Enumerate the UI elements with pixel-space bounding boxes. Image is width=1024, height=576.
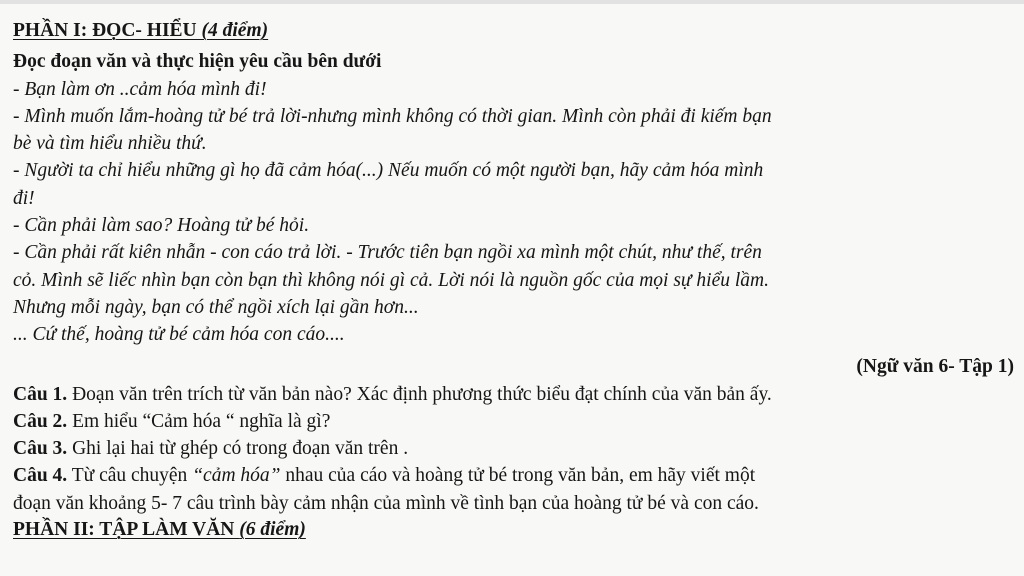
passage-line: bè và tìm hiểu nhiều thứ. bbox=[13, 133, 207, 155]
part2-score: (6 điểm) bbox=[239, 519, 306, 541]
question-3-label: Câu 3. bbox=[13, 438, 68, 460]
question-1-text: Đoạn văn trên trích từ văn bản nào? Xác định phương thức biểu đạt chính của văn bản ấy. bbox=[67, 383, 772, 405]
question-2-text: Em hiểu “Cảm hóa “ nghĩa là gì? bbox=[67, 410, 331, 432]
question-3 bbox=[13, 435, 1015, 462]
question-4-label: Câu 4. bbox=[13, 465, 68, 487]
question-2-label: Câu 2. bbox=[13, 410, 68, 432]
part1-heading bbox=[13, 17, 1015, 44]
part2-title: PHẦN II: TẬP LÀM VĂN bbox=[13, 519, 240, 541]
passage-line: cỏ. Mình sẽ liếc nhìn bạn còn bạn thì không nói gì cả. Lời nói là nguồn gốc của mọi sự hiểu lầm. bbox=[13, 269, 769, 291]
passage-line: đi! bbox=[13, 187, 35, 209]
passage-line: Nhưng mỗi ngày, bạn có thể ngồi xích lại gần hơn... bbox=[13, 296, 419, 318]
part1-score: (4 điểm) bbox=[201, 20, 269, 41]
question-4-term: “cảm hóa” bbox=[192, 465, 281, 487]
question-4 bbox=[13, 462, 1015, 489]
page-top-edge bbox=[0, 0, 1024, 4]
reading-instruction: Đọc đoạn văn và thực hiện yêu cầu bên dưới bbox=[13, 51, 382, 73]
passage-line: - Người ta chỉ hiểu những gì họ đã cảm hóa(...) Nếu muốn có một người bạn, hãy cảm hóa mình bbox=[13, 160, 764, 182]
passage bbox=[13, 76, 1015, 349]
passage-line: - Bạn làm ơn ..cảm hóa mình đi! bbox=[13, 78, 267, 100]
question-4-continued: đoạn văn khoảng 5- 7 câu trình bày cảm nhận của mình về tình bạn của hoàng tử bé và con cáo. bbox=[13, 492, 759, 514]
question-4-text-pre: Từ câu chuyện bbox=[67, 465, 193, 487]
source-citation: (Ngữ văn 6- Tập 1) bbox=[856, 355, 1014, 377]
passage-line: - Mình muốn lắm-hoàng tử bé trả lời-nhưng mình không có thời gian. Mình còn phải đi kiếm bạn bbox=[13, 105, 772, 127]
question-3-text: Ghi lại hai từ ghép có trong đoạn văn trên . bbox=[67, 438, 409, 460]
question-4-text-post: nhau của cáo và hoàng tử bé trong văn bản, em hãy viết một bbox=[280, 465, 756, 487]
part2-heading bbox=[13, 516, 1015, 543]
question-2 bbox=[13, 408, 1015, 435]
passage-line: - Cần phải làm sao? Hoàng tử bé hỏi. bbox=[13, 215, 310, 237]
passage-line: ... Cứ thế, hoàng tử bé cảm hóa con cáo.... bbox=[13, 324, 345, 346]
question-1-label: Câu 1. bbox=[13, 383, 68, 405]
part1-title: PHẦN I: ĐỌC- HIỂU bbox=[13, 20, 202, 41]
passage-line: - Cần phải rất kiên nhẫn - con cáo trả lời. - Trước tiên bạn ngồi xa mình một chút, như thế, trên bbox=[13, 242, 762, 264]
exam-content bbox=[13, 17, 1015, 547]
question-1 bbox=[13, 381, 1015, 408]
